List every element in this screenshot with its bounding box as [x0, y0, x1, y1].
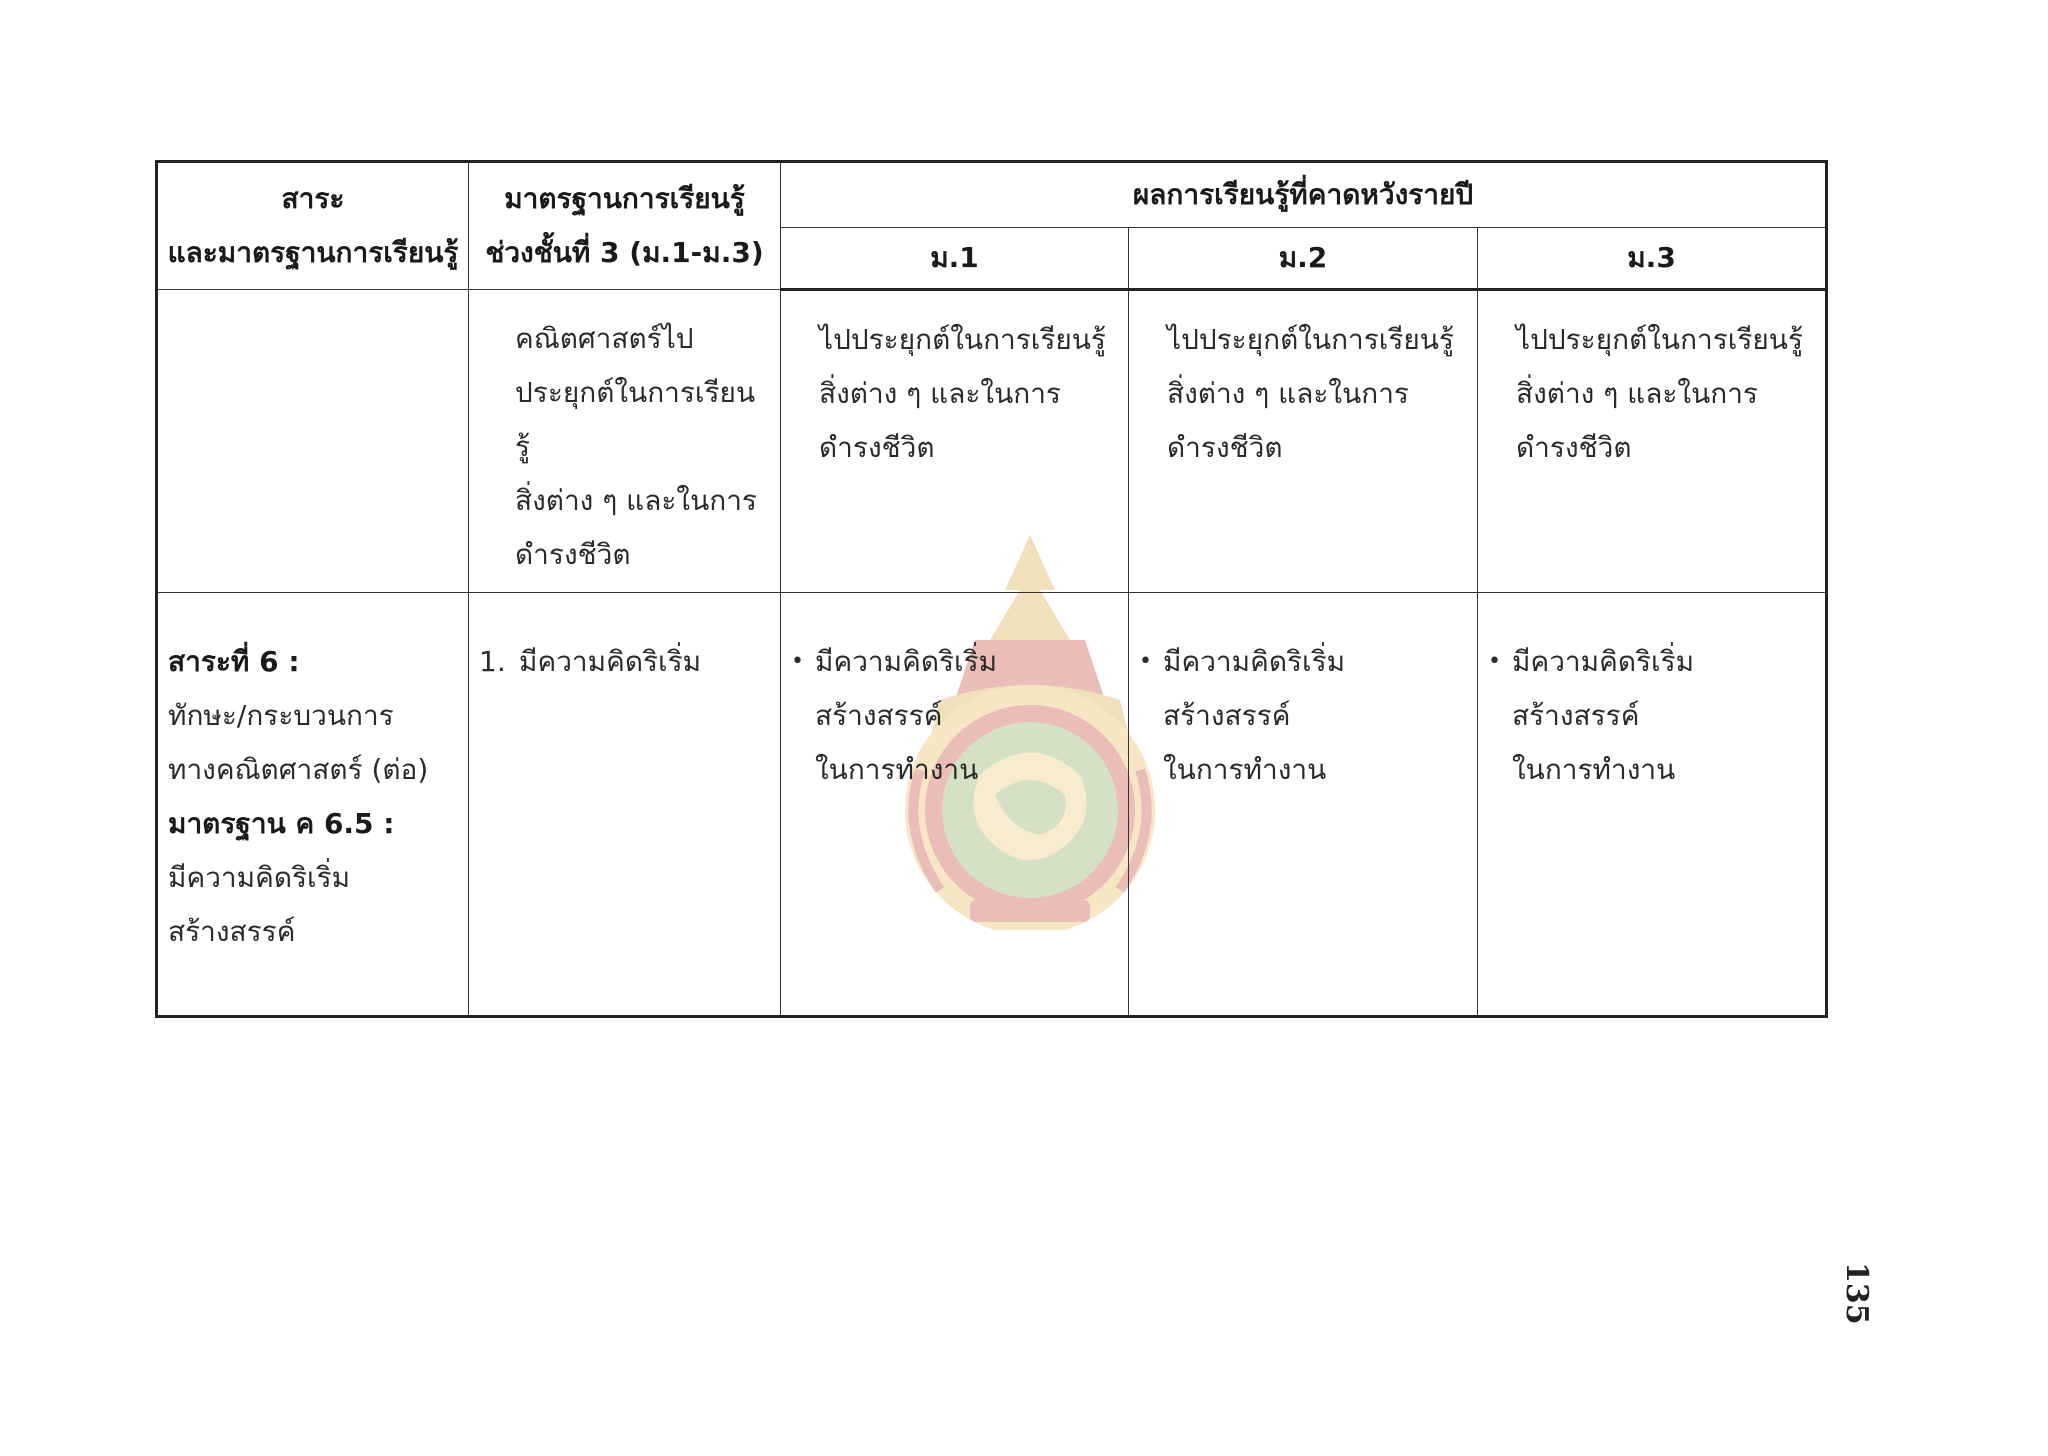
standard-title: มาตรฐาน ค 6.5 :: [168, 807, 395, 840]
header-grade-m2: ม.2: [1129, 228, 1478, 290]
m2-text-line: ดำรงชีวิต: [1167, 431, 1283, 464]
bullet-icon: •: [1488, 649, 1501, 674]
strand-cell: [157, 593, 469, 1017]
strand-title: สาระที่ 6 :: [168, 645, 300, 678]
m2-text-line: สิ่งต่าง ๆ และในการ: [1167, 377, 1409, 410]
table-row: [157, 593, 1827, 1017]
m3-text-line: ในการทำงาน: [1512, 753, 1676, 786]
bullet-icon: •: [791, 649, 804, 674]
m3-text-line: ไปประยุกต์ในการเรียนรู้: [1516, 323, 1803, 356]
header-grade-m1: ม.1: [781, 228, 1129, 290]
header-standard-line2: ช่วงชั้นที่ 3 (ม.1-ม.3): [485, 236, 764, 269]
header-expected-outcomes: ผลการเรียนรู้ที่คาดหวังรายปี: [781, 162, 1827, 228]
standard-cell: [469, 593, 781, 1017]
m3-text-line: ดำรงชีวิต: [1516, 431, 1632, 464]
header-standard: [469, 162, 781, 290]
m1-text-line: สิ่งต่าง ๆ และในการ: [819, 377, 1061, 410]
standard-desc-line: สร้างสรรค์: [168, 915, 296, 948]
standard-text-line: ดำรงชีวิต: [515, 538, 631, 571]
m2-text-line: ไปประยุกต์ในการเรียนรู้: [1167, 323, 1454, 356]
strand-cell-empty: [157, 290, 469, 593]
standard-cell: [469, 290, 781, 593]
m3-text-line: มีความคิดริเริ่มสร้างสรรค์: [1512, 645, 1695, 732]
m1-cell: [781, 290, 1129, 593]
header-strand-line2: และมาตรฐานการเรียนรู้: [167, 236, 459, 269]
m3-text-line: สิ่งต่าง ๆ และในการ: [1516, 377, 1758, 410]
m2-text-line: มีความคิดริเริ่มสร้างสรรค์: [1163, 645, 1346, 732]
m1-text-line: มีความคิดริเริ่มสร้างสรรค์: [815, 645, 998, 732]
header-strand-line1: สาระ: [281, 182, 345, 215]
m1-cell: [781, 593, 1129, 1017]
header-grade-m3: ม.3: [1478, 228, 1827, 290]
page-number: 135: [1839, 1262, 1874, 1325]
standard-text-line: สิ่งต่าง ๆ และในการ: [515, 484, 757, 517]
m2-cell: [1129, 290, 1478, 593]
m2-cell: [1129, 593, 1478, 1017]
table-row: [157, 290, 1827, 593]
item-number: 1.: [479, 645, 506, 678]
header-standard-line1: มาตรฐานการเรียนรู้: [504, 182, 745, 215]
m2-text-line: ในการทำงาน: [1163, 753, 1327, 786]
bullet-item: [1139, 635, 1467, 797]
strand-text-line: ทักษะ/กระบวนการ: [168, 699, 394, 732]
numbered-item: [479, 635, 770, 689]
m1-text-line: ดำรงชีวิต: [819, 431, 935, 464]
curriculum-table: [155, 160, 1828, 1018]
bullet-item: [1488, 635, 1815, 797]
bullet-icon: •: [1139, 649, 1152, 674]
standard-text-line: คณิตศาสตร์ไป: [515, 322, 694, 355]
bullet-item: [791, 635, 1118, 797]
header-strand: [157, 162, 469, 290]
standard-text-line: ประยุกต์ในการเรียนรู้: [515, 376, 756, 463]
m3-cell: [1478, 290, 1827, 593]
m3-cell: [1478, 593, 1827, 1017]
m1-text-line: ไปประยุกต์ในการเรียนรู้: [819, 323, 1106, 356]
m1-text-line: ในการทำงาน: [815, 753, 979, 786]
standard-desc-line: มีความคิดริเริ่ม: [168, 861, 351, 894]
item-text: มีความคิดริเริ่ม: [519, 645, 702, 678]
strand-text-line: ทางคณิตศาสตร์ (ต่อ): [168, 753, 429, 786]
